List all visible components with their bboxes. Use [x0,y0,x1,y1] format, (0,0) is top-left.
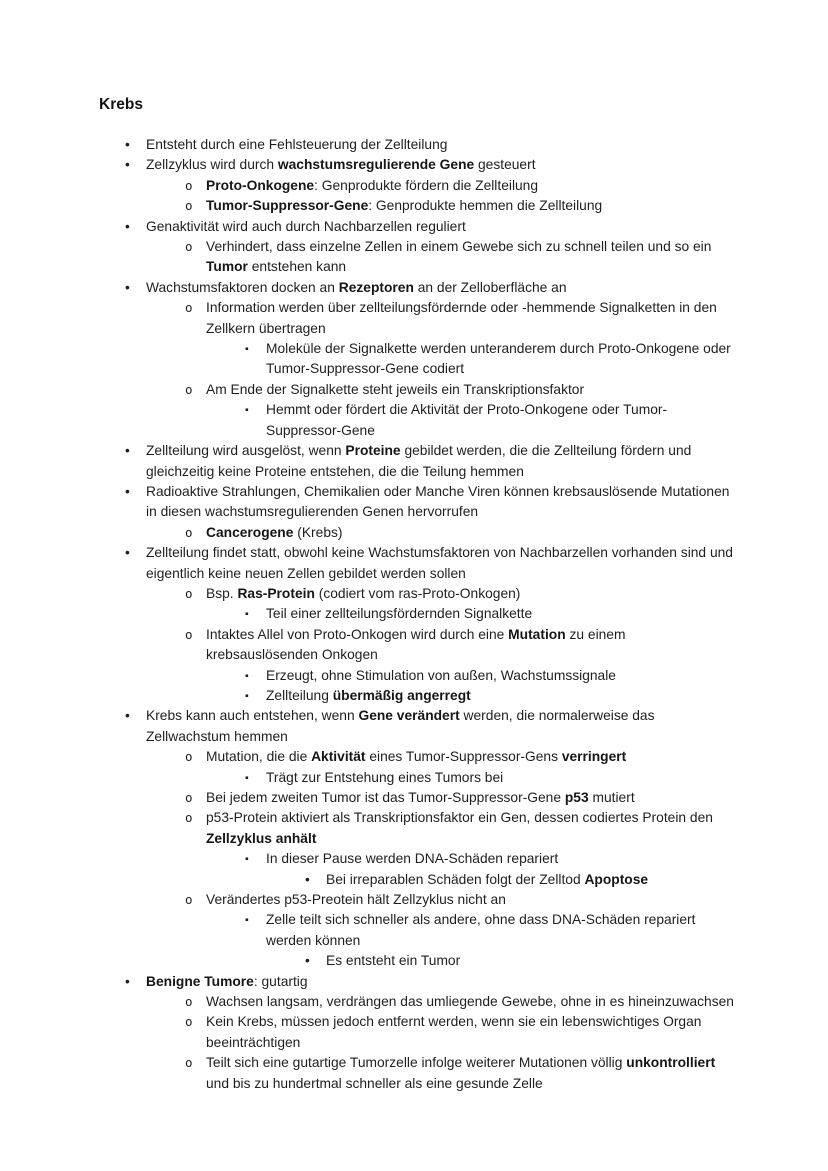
text-run: Intaktes Allel von Proto-Onkogen wird durch eine [206,626,509,642]
text-run: Moleküle der Signalkette werden unteranderem durch Proto-Onkogene oder Tumor-Suppressor-Gene codiert [266,341,731,377]
text-run: p53 [564,790,589,805]
list-item-text [99,237,736,278]
text-run: Kein Krebs, müssen jedoch entfernt werden, wenn sie ein lebenswichtiges Organ beeinträchtigen [206,1014,702,1050]
text-run: werden, die normalerweise das Zellwachstum hemmen [146,708,655,744]
text-run: Bei irreparablen Schäden folgt der Zelltod [326,871,585,887]
text-run: an der Zelloberfläche an [413,279,567,295]
disc-bullet-icon: • [125,973,130,989]
page-title: Krebs [99,96,143,113]
list-item [99,910,736,971]
circle-bullet-icon: o [185,585,193,601]
bullet-list-level-3 [99,400,736,441]
list-item-text [99,339,736,380]
list-item [99,951,736,971]
text-run: : gutartig [253,973,308,989]
text-run: Benigne Tumore [146,973,254,989]
text-run: unkontrolliert [626,1055,716,1071]
square-bullet-icon: ▪ [245,853,249,866]
list-item-text [99,298,736,339]
bullet-list-level-4 [99,951,736,971]
text-run: Wachsen langsam, verdrängen das umliegende Gewebe, ohne in es hineinzuwachsen [206,994,734,1010]
list-item-text [99,706,736,747]
text-run: p53-Protein aktiviert als Transkriptionsfaktor ein Gen, dessen codiertes Protein den [206,810,713,826]
list-item-text [99,176,736,196]
list-item-text [99,951,736,971]
disc-bullet-icon: • [125,137,130,152]
list-item-text [99,870,736,890]
text-run: Zellteilung [266,687,333,703]
text-run: In dieser Pause werden DNA-Schäden repariert [266,851,559,867]
list-item [99,686,736,706]
disc-bullet-icon: • [125,545,130,561]
list-item [99,849,736,890]
list-item [99,747,736,788]
text-run: Information werden über zellteilungsfördernde oder -hemmende Signalketten in den Zellkern übertragen [206,300,717,336]
list-item [99,217,736,278]
list-item-text [99,400,736,441]
list-item [99,604,736,624]
disc-bullet-icon: • [125,218,130,234]
list-item [99,196,736,216]
disc-bullet-icon: • [125,443,130,459]
text-run: Zellteilung findet statt, obwohl keine Wachstumsfaktoren von Nachbarzellen vorhanden sind und eigentlich keine neuen Zellen gebildet werden sollen [146,545,733,581]
list-item-text [99,584,736,604]
text-run: Verhindert, dass einzelne Zellen in einem Gewebe sich zu schnell teilen und so ein [206,239,712,255]
bullet-list-level-2 [99,237,736,278]
list-item [99,441,736,482]
list-item-text [99,788,736,808]
text-run: Am Ende der Signalkette steht jeweils ein Transkriptionsfaktor [206,381,585,397]
bullet-list-level-2 [99,176,736,217]
text-run: (Krebs) [293,524,343,540]
text-run: Radioaktive Strahlungen, Chemikalien oder Manche Viren können krebsauslösende Mutationen in diesen wachstumsregulierenden Genen hervorrufen [146,483,730,520]
list-item-text [99,196,736,216]
list-item [99,176,736,196]
list-item-text [99,849,736,869]
disc-bullet-icon: • [305,871,310,887]
bullet-list-level-2 [99,523,736,543]
list-item [99,992,736,1012]
text-run: und bis zu hundertmal schneller als eine gesunde Zelle [206,1075,543,1091]
circle-bullet-icon: o [185,239,193,255]
list-item [99,380,736,441]
list-item [99,768,736,788]
square-bullet-icon: ▪ [245,771,249,784]
text-run: wachstumsregulierende Gene [277,157,475,173]
list-item [99,543,736,706]
text-run: Gene verändert [358,708,460,724]
list-item [99,400,736,441]
bullet-list-level-3 [99,768,736,788]
list-item-text [99,768,736,788]
text-run: Tumor-Suppressor-Gene [206,198,369,214]
disc-bullet-icon: • [125,708,130,724]
text-run: Wachstumsfaktoren docken an [146,279,339,295]
text-run: Zellteilung wird ausgelöst, wenn [146,443,346,459]
list-item-text [99,380,736,400]
bullet-list-level-3 [99,666,736,707]
square-bullet-icon: ▪ [245,914,249,927]
list-item-text [99,686,736,706]
circle-bullet-icon: o [185,177,193,193]
circle-bullet-icon: o [185,994,193,1010]
text-run: Mutation, die die [206,749,312,765]
bullet-list-level-2 [99,992,736,1094]
list-item-text [99,543,736,584]
list-item [99,870,736,890]
text-run: Teil einer zellteilungsfördernden Signalkette [266,606,533,622]
bullet-list-level-2 [99,747,736,971]
text-run: Tumor [206,259,248,275]
list-item-text [99,808,736,849]
list-item-text [99,135,736,155]
text-run: Erzeugt, ohne Stimulation von außen, Wachstumssignale [266,667,616,683]
text-run: mutiert [588,790,635,805]
list-item-text [99,625,736,666]
list-item-text [99,1053,736,1094]
circle-bullet-icon: o [185,524,193,540]
text-run: Rezeptoren [338,279,414,295]
text-run: Genaktivität wird auch durch Nachbarzellen reguliert [146,218,466,234]
circle-bullet-icon: o [185,790,193,805]
circle-bullet-icon: o [185,810,193,826]
text-run: übermäßig angerregt [332,687,471,703]
text-run: Hemmt oder fördert die Aktivität der Proto-Onkogene oder Tumor-Suppressor-Gene [266,402,668,438]
circle-bullet-icon: o [185,626,193,642]
text-run: Krebs kann auch entstehen, wenn [146,708,359,724]
notes-outline [99,135,736,1094]
bullet-list-level-3 [99,339,736,380]
list-item-text [99,523,736,543]
list-item [99,1012,736,1053]
list-item [99,155,736,216]
bullet-list-level-4 [99,870,736,890]
bullet-list-level-2 [99,298,736,441]
disc-bullet-icon: • [125,483,130,499]
text-run: Aktivität [311,749,366,765]
square-bullet-icon: ▪ [245,404,249,417]
list-item [99,523,736,543]
disc-bullet-icon: • [305,953,310,969]
text-run: : Genprodukte fördern die Zellteilung [314,177,539,193]
circle-bullet-icon: o [185,1055,193,1071]
list-item-text [99,992,736,1012]
list-item-text [99,972,736,992]
text-run: gesteuert [474,157,536,173]
list-item-text [99,747,736,767]
bullet-list-level-3 [99,910,736,971]
text-run: Bsp. [206,585,238,601]
list-item-text [99,1012,736,1053]
text-run: Proto-Onkogene [206,177,315,193]
text-run: : Genprodukte hemmen die Zellteilung [368,198,603,214]
text-run: Zellzyklus wird durch [146,157,278,173]
list-item [99,890,736,972]
circle-bullet-icon: o [185,198,193,214]
text-run: Zelle teilt sich schneller als andere, ohne dass DNA-Schäden repariert werden können [266,912,696,948]
list-item [99,278,736,441]
bullet-list-level-2 [99,584,736,706]
list-item [99,788,736,808]
text-run: Apoptose [584,871,649,887]
text-run: Es entsteht ein Tumor [326,953,461,969]
list-item [99,298,736,380]
list-item-text [99,666,736,686]
list-item [99,706,736,971]
list-item-text [99,441,736,482]
text-run: Zellzyklus anhält [206,830,317,846]
list-item [99,1053,736,1094]
bullet-list-level-1 [99,135,736,1094]
circle-bullet-icon: o [185,300,193,316]
list-item [99,135,736,155]
list-item-text [99,278,736,298]
bullet-list-level-3 [99,849,736,890]
text-run: Verändertes p53-Preotein hält Zellzyklus nicht an [206,892,506,908]
square-bullet-icon: ▪ [245,608,249,621]
text-run: Ras-Protein [237,585,315,601]
text-run: gebildet werden, die die Zellteilung fördern und gleichzeitig keine Proteine entstehen, die die Teilung hemmen [146,443,692,479]
square-bullet-icon: ▪ [245,343,249,356]
list-item-text [99,217,736,237]
list-item [99,666,736,686]
disc-bullet-icon: • [125,157,130,173]
list-item-text [99,910,736,951]
list-item [99,625,736,707]
text-run: verringert [561,749,627,765]
circle-bullet-icon: o [185,1014,193,1030]
circle-bullet-icon: o [185,381,193,397]
text-run: Bei jedem zweiten Tumor ist das Tumor-Suppressor-Gene [206,790,565,805]
list-item-text [99,155,736,175]
text-run: Entsteht durch eine Fehlsteuerung der Zellteilung [146,137,448,152]
text-run: eines Tumor-Suppressor-Gens [365,749,562,765]
list-item [99,237,736,278]
text-run: Mutation [508,626,566,642]
text-run: zu einem krebsauslösenden Onkogen [206,626,626,663]
square-bullet-icon: ▪ [245,689,249,702]
text-run: Cancerogene [206,524,294,540]
circle-bullet-icon: o [185,749,193,765]
list-item-text [99,482,736,523]
list-item-text [99,890,736,910]
list-item [99,482,736,543]
list-item [99,972,736,1094]
circle-bullet-icon: o [185,892,193,908]
text-run: Trägt zur Entstehung eines Tumors bei [266,769,504,785]
disc-bullet-icon: • [125,279,130,295]
text-run: (codiert vom ras-Proto-Onkogen) [314,585,521,601]
bullet-list-level-3 [99,604,736,624]
text-run: Proteine [345,443,401,459]
text-run: Teilt sich eine gutartige Tumorzelle infolge weiterer Mutationen völlig [206,1055,627,1071]
list-item [99,808,736,890]
list-item-text [99,604,736,624]
list-item [99,584,736,625]
square-bullet-icon: ▪ [245,669,249,682]
text-run: entstehen kann [247,259,347,275]
list-item [99,339,736,380]
